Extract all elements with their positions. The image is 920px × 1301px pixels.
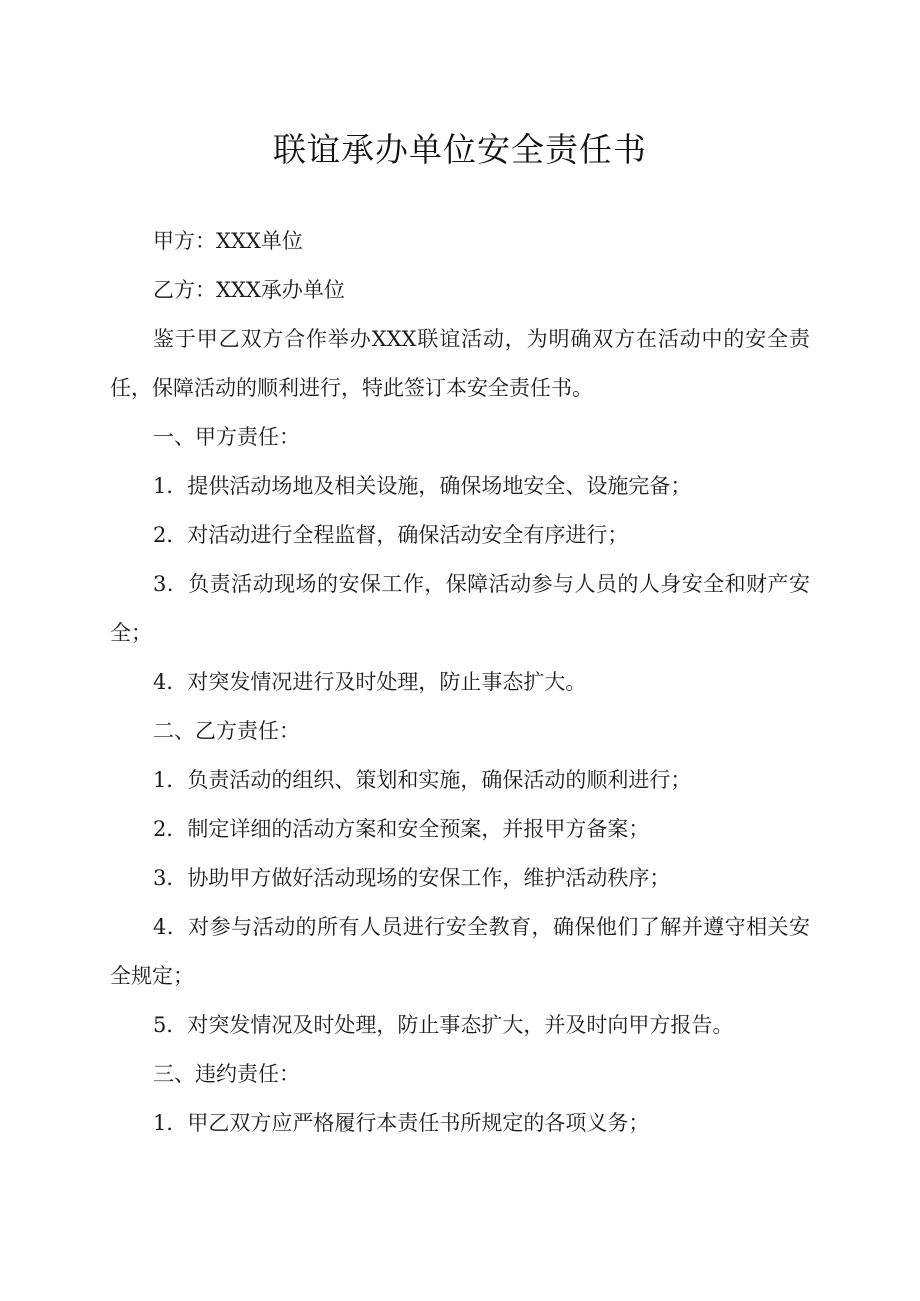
preamble-paragraph: 鉴于甲乙双方合作举办XXX联谊活动，为明确双方在活动中的安全责任，保障活动的顺利进行，特此签订本安全责任书。 xyxy=(110,327,810,400)
party-a-item-1: 1．提供活动场地及相关设施，确保场地安全、设施完备； xyxy=(153,474,692,498)
party-a-item-3: 3．负责活动现场的安保工作，保障活动参与人员的人身安全和财产安全； xyxy=(110,572,810,645)
party-b-item-4: 4．对参与活动的所有人员进行安全教育，确保他们了解并遵守相关安全规定； xyxy=(110,915,810,988)
party-b-line: 乙方：XXX承办单位 xyxy=(153,278,345,302)
party-a-item-4: 4．对突发情况进行及时处理，防止事态扩大。 xyxy=(153,670,587,694)
breach-item-1: 1．甲乙双方应严格履行本责任书所规定的各项义务； xyxy=(153,1111,650,1135)
party-b-item-5: 5．对突发情况及时处理，防止事态扩大，并及时向甲方报告。 xyxy=(153,1013,734,1037)
section-heading-breach: 三、违约责任： xyxy=(153,1062,300,1086)
party-b-item-3: 3．协助甲方做好活动现场的安保工作，维护活动秩序； xyxy=(153,866,671,890)
party-b-item-1: 1．负责活动的组织、策划和实施，确保活动的顺利进行； xyxy=(153,768,692,792)
section-heading-party-b: 二、乙方责任： xyxy=(153,719,300,743)
section-heading-party-a: 一、甲方责任： xyxy=(153,425,300,449)
party-a-line: 甲方：XXX单位 xyxy=(153,229,303,253)
document-title: 联谊承办单位安全责任书 xyxy=(273,130,647,169)
party-a-item-2: 2．对活动进行全程监督，确保活动安全有序进行； xyxy=(153,523,629,547)
party-b-item-2: 2．制定详细的活动方案和安全预案，并报甲方备案； xyxy=(153,817,650,841)
document-body xyxy=(110,217,810,1148)
